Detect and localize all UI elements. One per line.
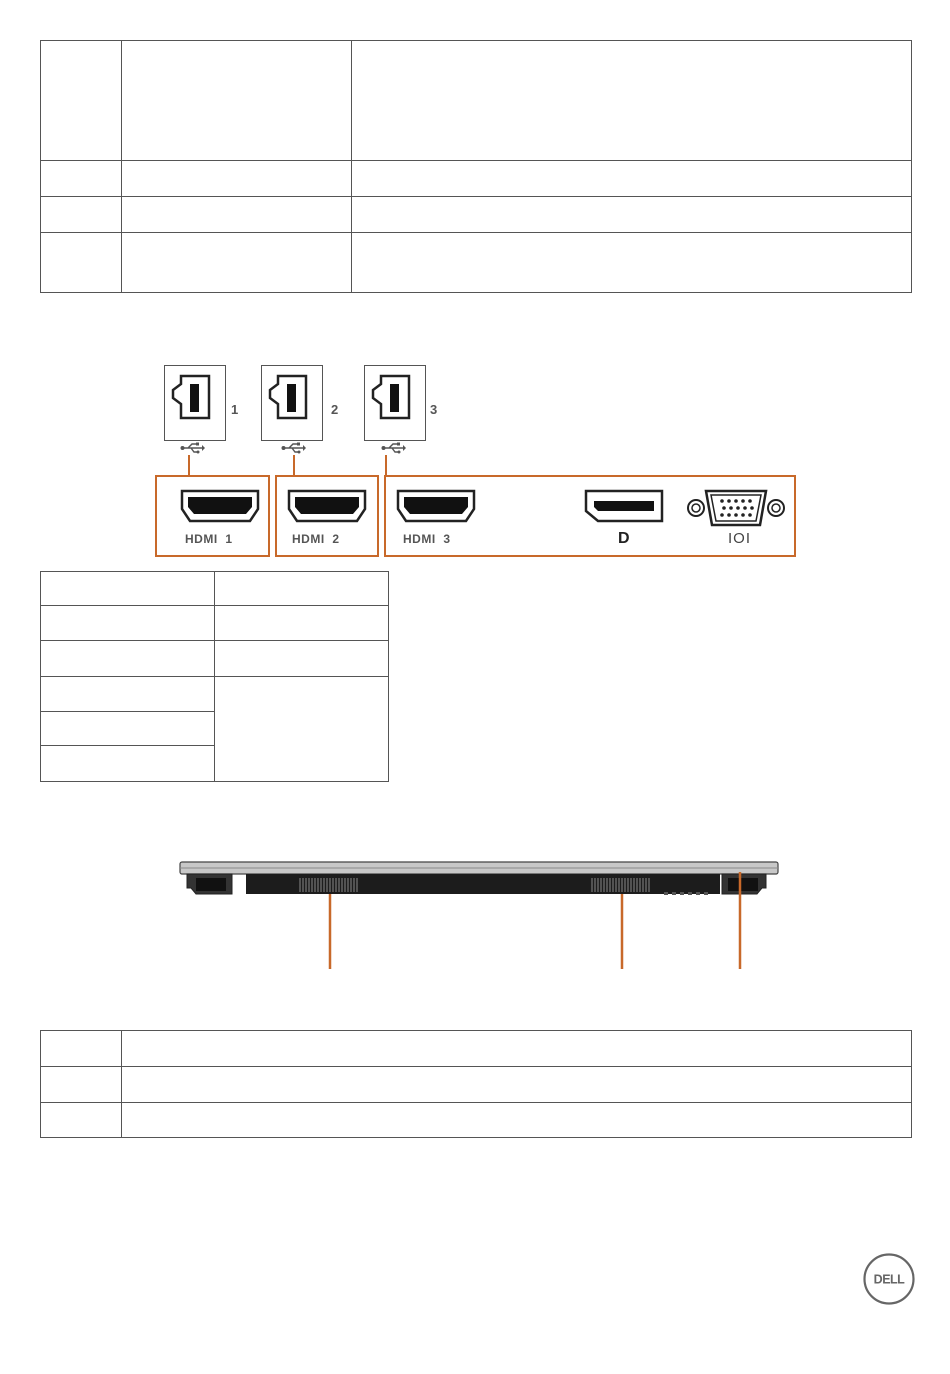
table-row — [41, 161, 912, 197]
vga-port-icon — [686, 487, 786, 534]
table-cell — [41, 572, 215, 606]
port-mapping-table — [40, 571, 389, 782]
table-cell — [122, 197, 352, 233]
table-row — [41, 677, 389, 712]
hdmi-port-icon — [287, 489, 367, 530]
table-cell — [41, 641, 215, 677]
top-spec-table — [40, 40, 912, 293]
bottom-spec-table — [40, 1030, 912, 1138]
table-cell — [41, 161, 122, 197]
table-cell — [41, 712, 215, 746]
table-cell — [215, 677, 389, 782]
table-cell — [352, 233, 912, 293]
displayport-icon — [584, 489, 664, 530]
table-row — [41, 233, 912, 293]
table-cell — [215, 572, 389, 606]
hdmi1-highlight-box — [156, 476, 269, 556]
usb-b-port-2 — [261, 365, 323, 441]
table-cell — [41, 606, 215, 641]
usb-icon — [180, 441, 206, 459]
table-row — [41, 197, 912, 233]
usb-port-number: 2 — [331, 402, 339, 417]
hdmi-logo-text: HDMI — [403, 532, 436, 546]
table-row — [41, 572, 389, 606]
table-cell — [41, 197, 122, 233]
table-cell — [352, 41, 912, 161]
hdmi-port-icon — [180, 489, 260, 530]
table-cell — [215, 641, 389, 677]
usb-b-connector-icon — [262, 366, 322, 440]
table-cell — [122, 1103, 912, 1138]
table-cell — [122, 233, 352, 293]
usb-icon — [381, 441, 407, 459]
table-cell — [122, 161, 352, 197]
dell-logo-text: DELL — [873, 1272, 905, 1287]
dell-logo — [862, 1252, 916, 1306]
table-cell — [41, 1103, 122, 1138]
hdmi-logo-text: HDMI — [185, 532, 218, 546]
hdmi2-highlight-box — [276, 476, 378, 556]
table-cell — [122, 1067, 912, 1103]
usb-b-connector-icon — [365, 366, 425, 440]
monitor-bottom-view — [0, 850, 950, 975]
table-row — [41, 641, 389, 677]
table-cell — [122, 41, 352, 161]
hdmi-port-number: 1 — [225, 532, 233, 546]
table-row — [41, 1031, 912, 1067]
hdmi-port-icon — [396, 489, 476, 530]
other-ports-highlight-box — [385, 476, 795, 556]
hdmi-label — [185, 532, 233, 546]
usb-port-number: 3 — [430, 402, 438, 417]
dell-logo-icon — [862, 1252, 916, 1306]
usb-b-port-1 — [164, 365, 226, 441]
table-cell — [41, 41, 122, 161]
hdmi-port-number: 3 — [443, 532, 451, 546]
table-cell — [215, 606, 389, 641]
table-cell — [41, 1067, 122, 1103]
table-cell — [352, 197, 912, 233]
table-cell — [41, 1031, 122, 1067]
table-cell — [41, 746, 215, 782]
table-cell — [352, 161, 912, 197]
usb-icon — [281, 441, 307, 459]
table-cell — [122, 1031, 912, 1067]
usb-b-connector-icon — [165, 366, 225, 440]
hdmi-port-number: 2 — [332, 532, 340, 546]
usb-b-port-3 — [364, 365, 426, 441]
monitor-bottom-illustration — [0, 850, 950, 975]
vga-logo: IOI — [728, 530, 752, 547]
displayport-logo: D — [618, 530, 631, 547]
hdmi-logo-text: HDMI — [292, 532, 325, 546]
table-row — [41, 606, 389, 641]
table-row — [41, 41, 912, 161]
usb-port-number: 1 — [231, 402, 239, 417]
table-row — [41, 1103, 912, 1138]
hdmi-label — [403, 532, 451, 546]
table-cell — [41, 677, 215, 712]
table-cell — [41, 233, 122, 293]
hdmi-label — [292, 532, 340, 546]
table-row — [41, 1067, 912, 1103]
